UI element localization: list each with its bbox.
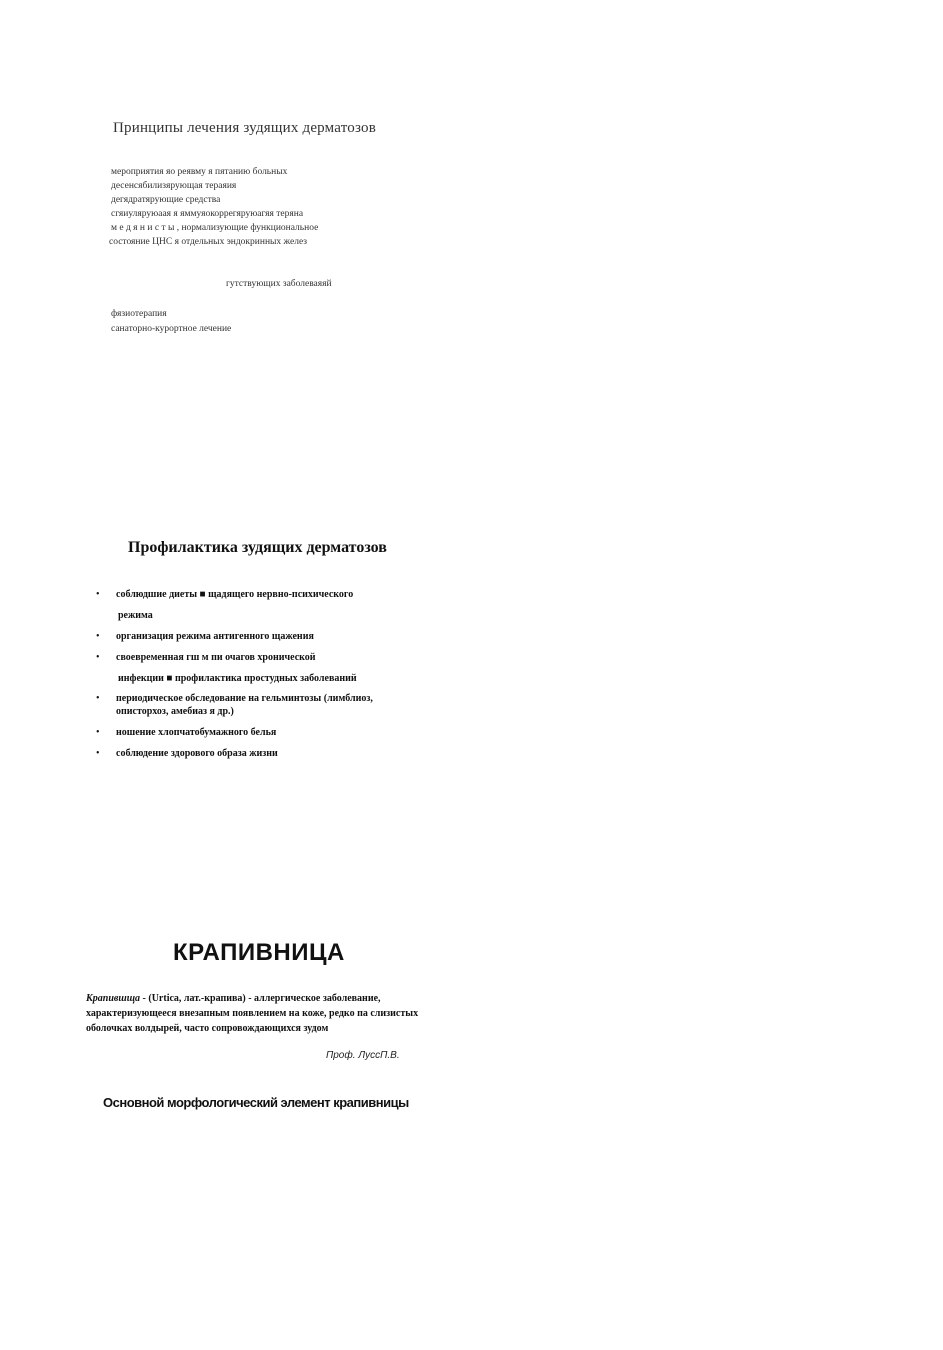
- prophylaxis-item-line: инфекции ■ профилактика простудных заболеваний: [118, 673, 357, 684]
- urticaria-title: КРАПИВНИЦА: [173, 939, 345, 966]
- treatment-item: состояние ЦНС я отдельных эндокринных желез: [109, 237, 308, 247]
- treatment-item: фязиотерапия: [111, 309, 167, 319]
- element-heading: Основной морфологический элемент крапивницы: [103, 1095, 409, 1110]
- prophylaxis-item-line: описторхоз, амебиаз я др.): [116, 706, 234, 717]
- prophylaxis-item-line: организация режима антигенного щажения: [116, 631, 314, 642]
- bullet-icon: •: [96, 727, 100, 738]
- treatment-item: мероприятия яо реявму я пятанию больных: [111, 167, 288, 177]
- bullet-icon: •: [96, 693, 100, 704]
- treatment-center-item: гутствующих заболеваяяй: [226, 279, 332, 289]
- prophylaxis-title: Профилактика зудящих дерматозов: [128, 539, 387, 556]
- author-credit: Проф. ЛуссП.В.: [326, 1050, 400, 1061]
- prophylaxis-item-line: периодическое обследование на гельминтозы (лимблиоз,: [116, 693, 373, 704]
- bullet-icon: •: [96, 631, 100, 642]
- prophylaxis-item-line: соблюдшие диеты ■ щадящего нервно-психического: [116, 589, 354, 600]
- urticaria-definition-text: - (Urtica, лат.-крапива) - аллергическое заболевание, характеризующееся внезапным появлением на коже, редко па слизистых оболочках волдырей, часто сопровождающихся зудом: [86, 993, 419, 1034]
- prophylaxis-item-line: ношение хлопчатобумажного белья: [116, 727, 277, 738]
- urticaria-term: Крапившща: [86, 993, 141, 1004]
- prophylaxis-item-line: своевременная гш м пи очагов хронической: [116, 652, 316, 663]
- urticaria-definition: [86, 991, 431, 1036]
- treatment-item: дегядратярующие средства: [111, 195, 221, 205]
- treatment-item: десенсябилизярующая тераяия: [111, 181, 237, 191]
- bullet-icon: •: [96, 589, 100, 600]
- treatment-title: Принципы лечения зудящих дерматозов: [113, 120, 376, 136]
- bullet-icon: •: [96, 652, 100, 663]
- bullet-icon: •: [96, 748, 100, 759]
- prophylaxis-item-line: режима: [118, 610, 153, 621]
- treatment-item: сгяиуляруюаая я яммуяокоррегяруюагяя теряна: [111, 209, 304, 219]
- prophylaxis-item-line: соблюдение здорового образа жизни: [116, 748, 278, 759]
- treatment-item: санаторно-курортное лечение: [111, 324, 232, 334]
- treatment-item: м е д я н и с т ы , нормализующие функциональное: [111, 223, 319, 233]
